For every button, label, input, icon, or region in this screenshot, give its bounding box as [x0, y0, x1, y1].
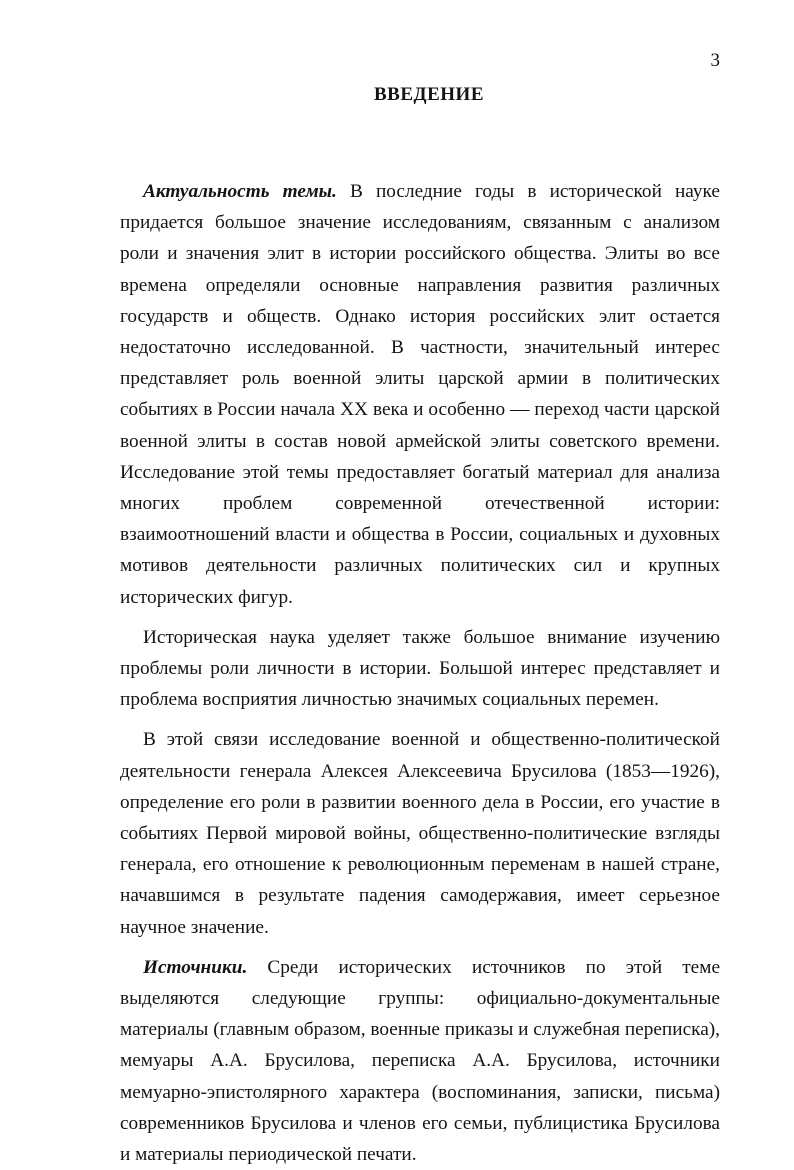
section-heading: ВВЕДЕНИЕ — [374, 84, 484, 105]
body-text — [120, 176, 720, 1170]
paragraph-text: В этой связи исследование военной и общественно-политической деятельности генерала Алексея Алексеевича Брусилова (1853—1926), определение его роли в развитии военного дела в России, его участие в событиях Первой мировой войны, общественно-политические взгляды генерала, его отношение к революционным переменам в нашей стране, начавшимся в результате падения самодержавия, имеет серьезное научное значение. — [120, 729, 720, 938]
paragraph-text: В последние годы в исторической науке придается большое значение исследованиям, связанным с анализом роли и значения элит в истории российского общества. Элиты во все времена определяли основные направления развития различных государств и обществ. Однако история российских элит остается недостаточно исследованной. В частности, значительный интерес представляет роль военной элиты царской армии в политических событиях в России начала XX века и особенно — переход части царской военной элиты в состав новой армейской элиты советского времени. Исследование этой темы предоставляет богатый материал для анализа многих проблем современной отечественной истории: взаимоотношений власти и общества в России, социальных и духовных мотивов деятельности различных политических сил и крупных исторических фигур. — [120, 181, 720, 608]
paragraph-brusilov — [120, 724, 720, 942]
page-number: 3 — [710, 50, 720, 71]
paragraph-relevance — [120, 176, 720, 613]
paragraph-personality — [120, 622, 720, 716]
paragraph-text: Историческая наука уделяет также большое внимание изучению проблемы роли личности в истории. Большой интерес представляет и проблема восприятия личностью значимых социальных перемен. — [120, 626, 720, 711]
paragraph-lead: Актуальность темы. — [143, 181, 337, 202]
paragraph-text: Среди исторических источников по этой теме выделяются следующие группы: официально-документальные материалы (главным образом, военные приказы и служебная переписка), мемуары А.А. Брусилова, переписка А.А. Брусилова, источники мемуарно-эпистолярного характера (воспоминания, записки, письма) современников Брусилова и членов его семьи, публицистика Брусилова и материалы периодической печати. — [120, 956, 720, 1166]
paragraph-sources — [120, 952, 720, 1170]
paragraph-lead: Источники. — [143, 956, 248, 978]
